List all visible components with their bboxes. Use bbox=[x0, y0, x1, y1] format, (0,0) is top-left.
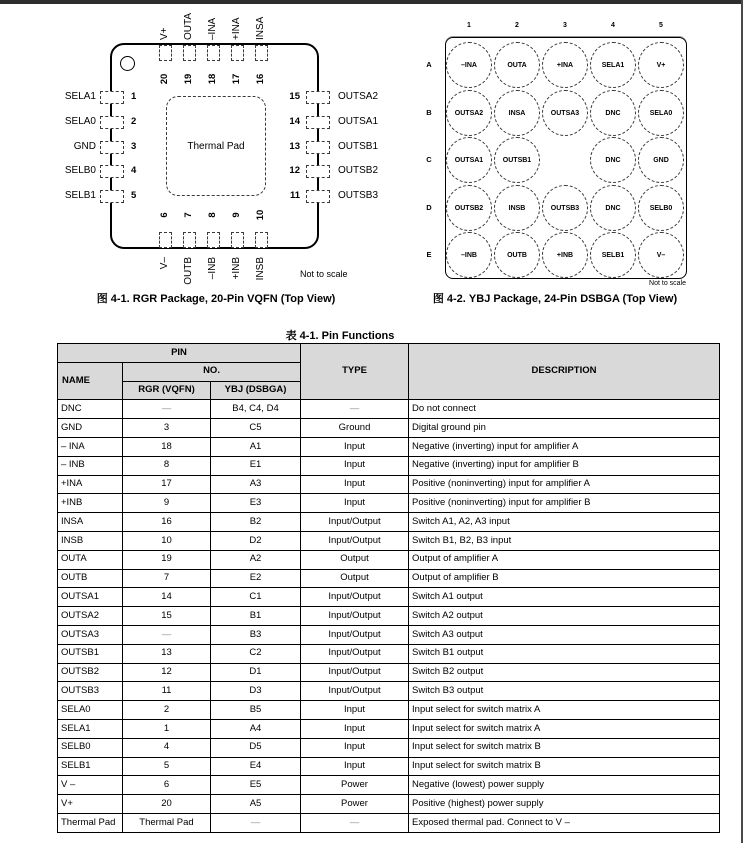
table-cell: — bbox=[123, 625, 211, 644]
table-cell: Input select for switch matrix A bbox=[409, 701, 720, 720]
table-row bbox=[58, 719, 720, 738]
table-cell: D1 bbox=[211, 663, 301, 682]
table-cell: Digital ground pin bbox=[409, 419, 720, 438]
table-cell: Input/Output bbox=[301, 513, 409, 532]
table-cell: Input bbox=[301, 738, 409, 757]
table-row bbox=[58, 588, 720, 607]
table-cell: GND bbox=[58, 419, 123, 438]
table-row bbox=[58, 813, 720, 832]
table-cell: DNC bbox=[58, 400, 123, 419]
table-cell: Input/Output bbox=[301, 625, 409, 644]
table-cell: – INB bbox=[58, 456, 123, 475]
header-type: TYPE bbox=[301, 344, 409, 400]
table-row bbox=[58, 776, 720, 795]
bga-ball: OUTSB3 bbox=[542, 185, 588, 231]
table-cell: 20 bbox=[123, 795, 211, 814]
table-cell: Thermal Pad bbox=[123, 813, 211, 832]
table-cell: Switch A3 output bbox=[409, 625, 720, 644]
pin-label: SELB1 bbox=[64, 190, 96, 201]
table-cell: +INB bbox=[58, 494, 123, 513]
table-cell: A2 bbox=[211, 550, 301, 569]
pin-number: 14 bbox=[289, 116, 300, 127]
table-cell: C2 bbox=[211, 644, 301, 663]
table-cell: Output bbox=[301, 569, 409, 588]
table-cell: Negative (inverting) input for amplifier B bbox=[409, 456, 720, 475]
header-ybj: YBJ (DSBGA) bbox=[211, 381, 301, 400]
table-cell: OUTSB3 bbox=[58, 682, 123, 701]
table-row bbox=[58, 475, 720, 494]
pin-label: OUTSB1 bbox=[338, 141, 379, 152]
table-cell: 12 bbox=[123, 663, 211, 682]
table-row bbox=[58, 682, 720, 701]
pin-label: +INB bbox=[231, 257, 242, 280]
pin-label: V– bbox=[159, 257, 170, 270]
pin-label: –INB bbox=[207, 257, 218, 280]
not-to-scale-note: Not to scale bbox=[300, 269, 348, 279]
row-label: B bbox=[426, 108, 432, 117]
table-cell: SELB0 bbox=[58, 738, 123, 757]
pin-number: 5 bbox=[131, 190, 137, 201]
not-to-scale-note: Not to scale bbox=[649, 280, 686, 287]
table-cell: Power bbox=[301, 776, 409, 795]
table-cell: — bbox=[123, 400, 211, 419]
row-label: C bbox=[426, 155, 432, 164]
row-label: D bbox=[426, 203, 432, 212]
table-cell: +INA bbox=[58, 475, 123, 494]
table-cell: SELB1 bbox=[58, 757, 123, 776]
pin-label: OUTSB2 bbox=[338, 165, 379, 176]
table-cell: Input bbox=[301, 701, 409, 720]
pin-number: 17 bbox=[231, 73, 242, 85]
table-cell: E3 bbox=[211, 494, 301, 513]
table-cell: INSB bbox=[58, 531, 123, 550]
table-cell: Input/Output bbox=[301, 531, 409, 550]
figure-caption-vqfn: 图 4-1. RGR Package, 20-Pin VQFN (Top View) bbox=[96, 293, 336, 305]
table-cell: Input bbox=[301, 719, 409, 738]
pin-label: OUTSA2 bbox=[338, 91, 379, 102]
table-cell: Input bbox=[301, 494, 409, 513]
pin-table-body bbox=[58, 400, 720, 832]
table-cell: Switch B2 output bbox=[409, 663, 720, 682]
table-cell: 17 bbox=[123, 475, 211, 494]
figure-caption-dsbga: 图 4-2. YBJ Package, 24-Pin DSBGA (Top View) bbox=[432, 293, 678, 305]
table-cell: D2 bbox=[211, 531, 301, 550]
table-cell: SELA0 bbox=[58, 701, 123, 720]
thermal-pad: Thermal Pad bbox=[166, 96, 266, 196]
table-cell: Negative (inverting) input for amplifier A bbox=[409, 437, 720, 456]
table-cell: Switch A1, A2, A3 input bbox=[409, 513, 720, 532]
table-cell: B5 bbox=[211, 701, 301, 720]
pin-functions-table bbox=[57, 343, 720, 833]
bga-ball: OUTSA2 bbox=[446, 90, 492, 136]
table-cell: Power bbox=[301, 795, 409, 814]
table-cell: Positive (noninverting) input for amplifier A bbox=[409, 475, 720, 494]
table-cell: E4 bbox=[211, 757, 301, 776]
table-cell: OUTSA1 bbox=[58, 588, 123, 607]
pin-label: OUTSA1 bbox=[338, 116, 379, 127]
table-row bbox=[58, 437, 720, 456]
table-cell: Output bbox=[301, 550, 409, 569]
table-cell: C1 bbox=[211, 588, 301, 607]
table-row bbox=[58, 663, 720, 682]
bga-ball: –INA bbox=[446, 42, 492, 88]
table-cell: Input/Output bbox=[301, 588, 409, 607]
table-cell: 7 bbox=[123, 569, 211, 588]
pin-label: OUTA bbox=[183, 12, 194, 40]
table-cell: – INA bbox=[58, 437, 123, 456]
bga-ball: OUTA bbox=[494, 42, 540, 88]
table-cell: 11 bbox=[123, 682, 211, 701]
table-cell: A5 bbox=[211, 795, 301, 814]
table-cell: 2 bbox=[123, 701, 211, 720]
pin-label: INSB bbox=[255, 257, 266, 281]
bga-ball: DNC bbox=[590, 90, 636, 136]
table-cell: 13 bbox=[123, 644, 211, 663]
table-cell: E2 bbox=[211, 569, 301, 588]
header-no: NO. bbox=[123, 362, 301, 381]
table-cell: Positive (highest) power supply bbox=[409, 795, 720, 814]
table-cell: Output of amplifier B bbox=[409, 569, 720, 588]
bga-ball: INSB bbox=[494, 185, 540, 231]
table-cell: V+ bbox=[58, 795, 123, 814]
table-cell: Input bbox=[301, 757, 409, 776]
table-cell: A4 bbox=[211, 719, 301, 738]
table-row bbox=[58, 625, 720, 644]
pin-label: SELA0 bbox=[64, 116, 96, 127]
table-cell: 10 bbox=[123, 531, 211, 550]
pin-label: OUTSB3 bbox=[338, 190, 379, 201]
pin-number: 10 bbox=[255, 209, 266, 221]
table-cell: OUTB bbox=[58, 569, 123, 588]
table-cell: OUTSB1 bbox=[58, 644, 123, 663]
table-cell: B3 bbox=[211, 625, 301, 644]
bga-ball: SELA0 bbox=[638, 90, 684, 136]
pin-number: 11 bbox=[289, 190, 300, 201]
pin-number: 1 bbox=[131, 91, 137, 102]
bga-ball: SELB0 bbox=[638, 185, 684, 231]
bga-ball: OUTSA1 bbox=[446, 137, 492, 183]
table-cell: Positive (noninverting) input for amplifier B bbox=[409, 494, 720, 513]
pin-label: OUTB bbox=[183, 257, 194, 285]
table-cell: Thermal Pad bbox=[58, 813, 123, 832]
bga-ball: OUTSA3 bbox=[542, 90, 588, 136]
table-cell: Switch B1 output bbox=[409, 644, 720, 663]
table-cell: 14 bbox=[123, 588, 211, 607]
table-cell: Do not connect bbox=[409, 400, 720, 419]
table-cell: Input select for switch matrix B bbox=[409, 738, 720, 757]
bga-ball: DNC bbox=[590, 185, 636, 231]
table-cell: Input select for switch matrix A bbox=[409, 719, 720, 738]
table-cell: Input bbox=[301, 437, 409, 456]
header-pin: PIN bbox=[58, 344, 301, 363]
table-cell: Input/Output bbox=[301, 644, 409, 663]
header-rgr: RGR (VQFN) bbox=[123, 381, 211, 400]
table-row bbox=[58, 644, 720, 663]
bga-ball: DNC bbox=[590, 137, 636, 183]
table-cell: 4 bbox=[123, 738, 211, 757]
pin-number: 2 bbox=[131, 116, 137, 127]
table-cell: D5 bbox=[211, 738, 301, 757]
pin-number: 8 bbox=[207, 212, 218, 218]
bga-ball: GND bbox=[638, 137, 684, 183]
table-cell: C5 bbox=[211, 419, 301, 438]
table-cell: Switch B3 output bbox=[409, 682, 720, 701]
table-cell: Switch B1, B2, B3 input bbox=[409, 531, 720, 550]
table-row bbox=[58, 757, 720, 776]
table-cell: 9 bbox=[123, 494, 211, 513]
table-cell: B4, C4, D4 bbox=[211, 400, 301, 419]
table-cell: INSA bbox=[58, 513, 123, 532]
table-cell: Negative (lowest) power supply bbox=[409, 776, 720, 795]
bga-ball: SELB1 bbox=[590, 232, 636, 278]
pin-number: 4 bbox=[131, 165, 137, 176]
table-cell: E5 bbox=[211, 776, 301, 795]
table-cell: 5 bbox=[123, 757, 211, 776]
pin-number: 20 bbox=[159, 73, 170, 85]
table-cell: Input/Output bbox=[301, 607, 409, 626]
table-cell: OUTA bbox=[58, 550, 123, 569]
pin-number: 3 bbox=[131, 141, 137, 152]
table-cell: Input select for switch matrix B bbox=[409, 757, 720, 776]
pin-number: 18 bbox=[207, 73, 218, 85]
table-row bbox=[58, 513, 720, 532]
table-cell: 16 bbox=[123, 513, 211, 532]
table-cell: OUTSA2 bbox=[58, 607, 123, 626]
pin-label: SELA1 bbox=[64, 91, 96, 102]
column-label: 4 bbox=[611, 22, 615, 29]
table-cell: OUTSA3 bbox=[58, 625, 123, 644]
table-row bbox=[58, 701, 720, 720]
table-cell: 1 bbox=[123, 719, 211, 738]
table-cell: E1 bbox=[211, 456, 301, 475]
table-cell: — bbox=[301, 400, 409, 419]
bga-ball: +INA bbox=[542, 42, 588, 88]
table-row bbox=[58, 419, 720, 438]
bga-ball: –INB bbox=[446, 232, 492, 278]
table-cell: 15 bbox=[123, 607, 211, 626]
column-label: 2 bbox=[515, 22, 519, 29]
column-label: 3 bbox=[563, 22, 567, 29]
bga-ball: SELA1 bbox=[590, 42, 636, 88]
table-cell: Input bbox=[301, 456, 409, 475]
table-cell: Output of amplifier A bbox=[409, 550, 720, 569]
table-cell: 8 bbox=[123, 456, 211, 475]
header-name: NAME bbox=[58, 362, 123, 400]
table-cell: — bbox=[211, 813, 301, 832]
table-row bbox=[58, 738, 720, 757]
table-cell: Input/Output bbox=[301, 682, 409, 701]
table-cell: 3 bbox=[123, 419, 211, 438]
bga-ball: OUTB bbox=[494, 232, 540, 278]
pin-number: 13 bbox=[289, 141, 300, 152]
row-label: A bbox=[426, 60, 432, 69]
table-title: 表 4-1. Pin Functions bbox=[285, 330, 395, 342]
table-row bbox=[58, 531, 720, 550]
table-cell: 19 bbox=[123, 550, 211, 569]
table-row bbox=[58, 456, 720, 475]
table-cell: Exposed thermal pad. Connect to V – bbox=[409, 813, 720, 832]
column-label: 5 bbox=[659, 22, 663, 29]
table-cell: Switch A2 output bbox=[409, 607, 720, 626]
pin-label: V+ bbox=[159, 27, 170, 40]
table-cell: B1 bbox=[211, 607, 301, 626]
table-cell: Switch A1 output bbox=[409, 588, 720, 607]
pin-label: SELB0 bbox=[64, 165, 96, 176]
pin-label: +INA bbox=[231, 17, 242, 40]
table-cell: A3 bbox=[211, 475, 301, 494]
table-cell: OUTSB2 bbox=[58, 663, 123, 682]
table-row bbox=[58, 550, 720, 569]
pin-label: –INA bbox=[207, 17, 218, 40]
table-cell: — bbox=[301, 813, 409, 832]
table-cell: V – bbox=[58, 776, 123, 795]
bga-ball: INSA bbox=[494, 90, 540, 136]
table-cell: 18 bbox=[123, 437, 211, 456]
table-cell: Input/Output bbox=[301, 663, 409, 682]
table-row bbox=[58, 400, 720, 419]
table-cell: Ground bbox=[301, 419, 409, 438]
table-cell: 6 bbox=[123, 776, 211, 795]
column-label: 1 bbox=[467, 22, 471, 29]
bga-ball: +INB bbox=[542, 232, 588, 278]
pin-number: 9 bbox=[231, 212, 242, 218]
table-cell: A1 bbox=[211, 437, 301, 456]
row-label: E bbox=[426, 250, 432, 259]
table-row bbox=[58, 607, 720, 626]
table-row bbox=[58, 569, 720, 588]
pin-number: 16 bbox=[255, 73, 266, 85]
pin-number: 15 bbox=[289, 91, 300, 102]
pin-number: 6 bbox=[159, 212, 170, 218]
table-cell: D3 bbox=[211, 682, 301, 701]
table-cell: SELA1 bbox=[58, 719, 123, 738]
bga-ball: OUTSB2 bbox=[446, 185, 492, 231]
bga-ball: V– bbox=[638, 232, 684, 278]
table-cell: Input bbox=[301, 475, 409, 494]
pin-number: 7 bbox=[183, 212, 194, 218]
table-row bbox=[58, 795, 720, 814]
bga-ball: OUTSB1 bbox=[494, 137, 540, 183]
pin-number: 12 bbox=[289, 165, 300, 176]
table-cell: B2 bbox=[211, 513, 301, 532]
pin-label: GND bbox=[73, 141, 96, 152]
pin-number: 19 bbox=[183, 73, 194, 85]
header-description: DESCRIPTION bbox=[409, 344, 720, 400]
table-row bbox=[58, 494, 720, 513]
pin-label: INSA bbox=[255, 16, 266, 40]
bga-ball: V+ bbox=[638, 42, 684, 88]
